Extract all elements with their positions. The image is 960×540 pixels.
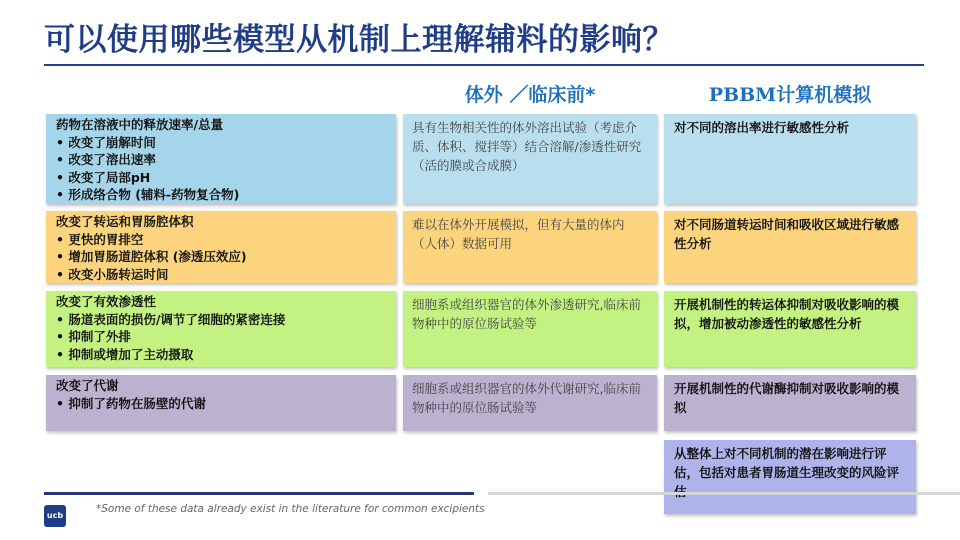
mechanism-head: 改变了转运和胃肠腔体积 — [56, 214, 194, 229]
mechanism-point: • 抑制了外排 — [56, 328, 388, 346]
footer-bar-dark — [44, 492, 474, 495]
invitro-cell-permeability: 细胞系或组织器官的体外渗透研究,临床前物种中的原位肠试验等 — [403, 291, 657, 367]
invitro-cell-transit: 难以在体外开展模拟，但有大量的体内（人体）数据可用 — [403, 211, 657, 283]
title-divider — [44, 64, 924, 66]
mechanism-cell-permeability — [46, 291, 396, 367]
mechanism-point: • 肠道表面的损伤/调节了细胞的紧密连接 — [56, 311, 388, 329]
mechanism-cell-metabolism — [46, 375, 396, 431]
mechanism-point: • 抑制或增加了主动摄取 — [56, 346, 388, 364]
mechanism-cell-release — [46, 114, 396, 204]
mechanism-head: 改变了有效渗透性 — [56, 294, 157, 309]
mechanism-point: • 增加胃肠道腔体积 (渗透压效应) — [56, 248, 388, 266]
pbbm-cell-transit: 对不同肠道转运时间和吸收区域进行敏感性分析 — [664, 211, 916, 283]
mechanism-head: 改变了代谢 — [56, 378, 119, 393]
mechanism-head: 药物在溶液中的释放速率/总量 — [56, 117, 224, 132]
column-header-pbbm: PBBM计算机模拟 — [708, 84, 872, 106]
mechanism-point: • 改变了局部pH — [56, 169, 388, 187]
mechanism-point: • 更快的胃排空 — [56, 231, 388, 249]
mechanism-point: • 形成络合物 (辅料-药物复合物) — [56, 186, 388, 204]
mechanism-point: • 改变小肠转运时间 — [56, 266, 388, 284]
page-title: 可以使用哪些模型从机制上理解辅料的影响？ — [44, 22, 674, 58]
invitro-cell-release: 具有生物相关性的体外溶出试验（考虑介质、体积、搅拌等）结合溶解/渗透性研究（活的膜或合成膜） — [403, 114, 657, 204]
footer-bar-light — [488, 492, 960, 495]
ucb-logo-icon: ucb — [44, 505, 66, 527]
mechanism-point: • 改变了崩解时间 — [56, 134, 388, 152]
pbbm-cell-metabolism: 开展机制性的代谢酶抑制对吸收影响的模拟 — [664, 375, 916, 431]
mechanism-cell-transit — [46, 211, 396, 283]
pbbm-summary-cell: 从整体上对不同机制的潜在影响进行评估，包括对患者胃肠道生理改变的风险评 — [664, 440, 916, 514]
column-header-invitro: 体外 ／临床前* — [464, 84, 596, 106]
mechanism-point: • 改变了溶出速率 — [56, 151, 388, 169]
mechanism-point: • 抑制了药物在肠壁的代谢 — [56, 395, 388, 413]
invitro-cell-metabolism: 细胞系或组织器官的体外代谢研究,临床前物种中的原位肠试验等 — [403, 375, 657, 431]
footnote: *Some of these data already exist in the literature for common excipients — [96, 503, 485, 515]
pbbm-cell-release: 对不同的溶出率进行敏感性分析 — [664, 114, 916, 204]
pbbm-cell-permeability: 开展机制性的转运体抑制对吸收影响的模拟，增加被动渗透性的敏感性分析 — [664, 291, 916, 367]
